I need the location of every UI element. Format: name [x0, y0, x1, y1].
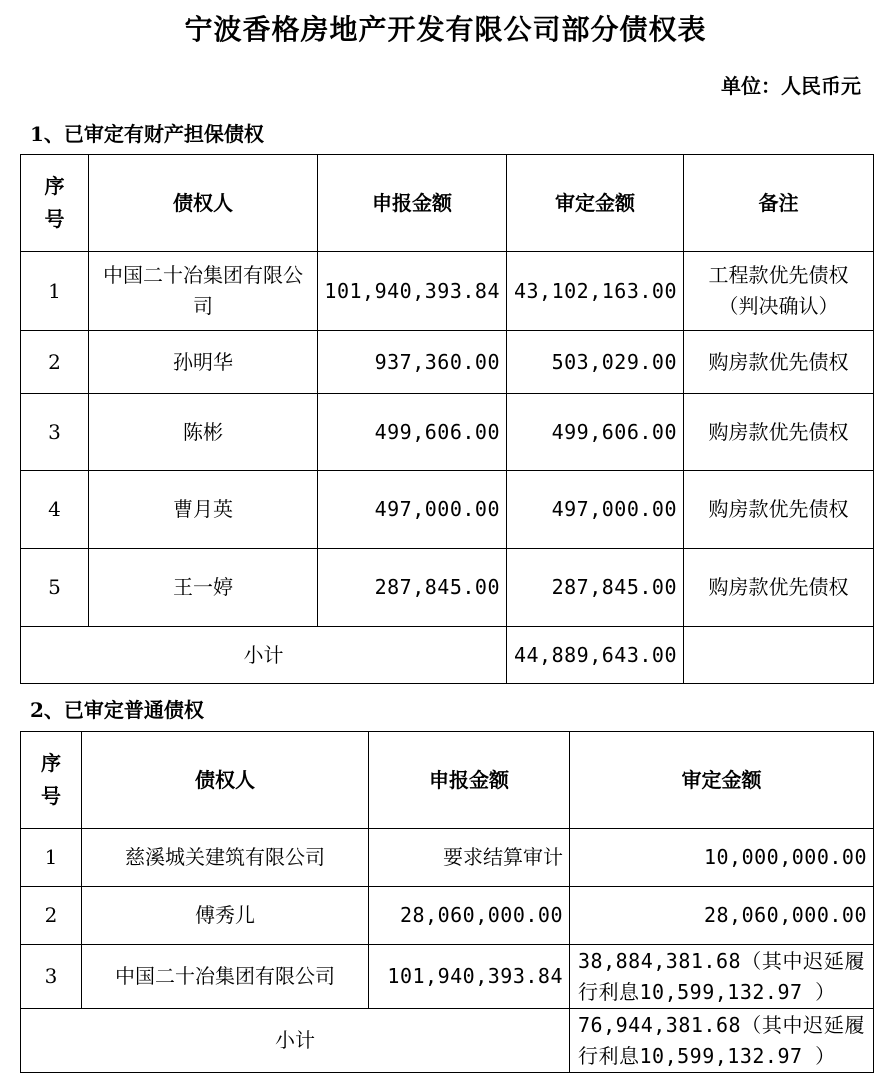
table-row	[21, 945, 874, 1009]
row-creditor: 陈彬	[89, 394, 318, 471]
row-declared: 要求结算审计	[369, 829, 570, 887]
row-creditor: 慈溪城关建筑有限公司	[82, 829, 369, 887]
row-creditor: 傅秀儿	[82, 887, 369, 945]
table-header-row	[21, 155, 874, 252]
row-seq: 4	[21, 471, 89, 549]
header-approved: 审定金额	[507, 155, 684, 252]
row-seq: 2	[21, 887, 82, 945]
section1-heading: 1、已审定有财产担保债权	[30, 122, 264, 146]
table-row	[21, 829, 874, 887]
currency-unit: 单位：人民币元	[721, 74, 861, 98]
row-approved: 287,845.00	[507, 549, 684, 627]
row-creditor: 中国二十冶集团有限公司	[82, 945, 369, 1009]
row-remark: 购房款优先债权	[684, 331, 874, 394]
row-declared: 937,360.00	[318, 331, 507, 394]
header-seq: 序号	[21, 732, 82, 829]
row-approved: 499,606.00	[507, 394, 684, 471]
row-declared: 101,940,393.84	[318, 252, 507, 331]
section2-heading: 2、已审定普通债权	[30, 698, 204, 722]
row-declared: 101,940,393.84	[369, 945, 570, 1009]
row-declared: 28,060,000.00	[369, 887, 570, 945]
row-approved: 503,029.00	[507, 331, 684, 394]
row-creditor: 孙明华	[89, 331, 318, 394]
row-approved: 10,000,000.00	[570, 829, 874, 887]
header-declared: 申报金额	[318, 155, 507, 252]
table-row	[21, 394, 874, 471]
row-declared: 499,606.00	[318, 394, 507, 471]
header-declared: 申报金额	[369, 732, 570, 829]
row-approved: 38,884,381.68（其中迟延履行利息10,599,132.97 ）	[570, 945, 874, 1009]
general-claims-table	[20, 731, 874, 1073]
row-creditor: 王一婷	[89, 549, 318, 627]
subtotal-row	[21, 1009, 874, 1073]
row-remark: 工程款优先债权（判决确认）	[684, 252, 874, 331]
subtotal-label: 小计	[21, 1009, 570, 1073]
table-row	[21, 252, 874, 331]
document-title: 宁波香格房地产开发有限公司部分债权表	[184, 13, 707, 46]
row-remark: 购房款优先债权	[684, 394, 874, 471]
header-remark: 备注	[684, 155, 874, 252]
row-approved: 497,000.00	[507, 471, 684, 549]
subtotal-row	[21, 627, 874, 684]
row-declared: 287,845.00	[318, 549, 507, 627]
header-creditor: 债权人	[89, 155, 318, 252]
row-creditor: 曹月英	[89, 471, 318, 549]
row-approved: 28,060,000.00	[570, 887, 874, 945]
row-seq: 5	[21, 549, 89, 627]
row-approved: 43,102,163.00	[507, 252, 684, 331]
header-seq: 序号	[21, 155, 89, 252]
table-header-row	[21, 732, 874, 829]
row-declared: 497,000.00	[318, 471, 507, 549]
row-remark: 购房款优先债权	[684, 471, 874, 549]
header-approved: 审定金额	[570, 732, 874, 829]
row-seq: 2	[21, 331, 89, 394]
row-creditor: 中国二十冶集团有限公司	[89, 252, 318, 331]
row-seq: 3	[21, 945, 82, 1009]
table-row	[21, 887, 874, 945]
row-seq: 1	[21, 829, 82, 887]
table-row	[21, 331, 874, 394]
subtotal-approved: 76,944,381.68（其中迟延履行利息10,599,132.97 ）	[570, 1009, 874, 1073]
secured-claims-table	[20, 154, 874, 684]
header-creditor: 债权人	[82, 732, 369, 829]
table-row	[21, 549, 874, 627]
subtotal-label: 小计	[21, 627, 507, 684]
subtotal-remark-empty	[684, 627, 874, 684]
row-remark: 购房款优先债权	[684, 549, 874, 627]
table-row	[21, 471, 874, 549]
row-seq: 3	[21, 394, 89, 471]
subtotal-approved: 44,889,643.00	[507, 627, 684, 684]
row-seq: 1	[21, 252, 89, 331]
